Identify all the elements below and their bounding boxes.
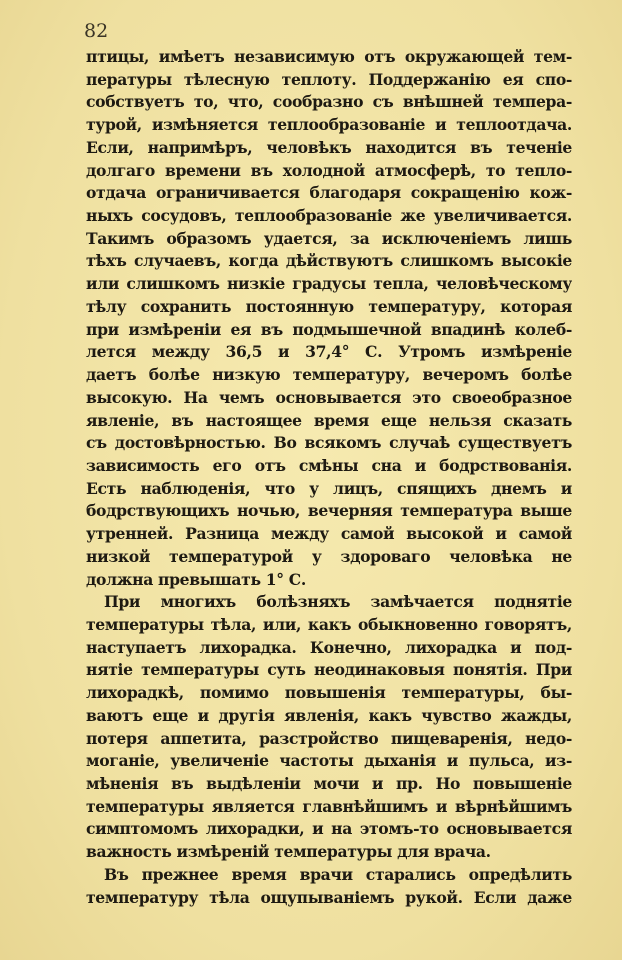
- text-line: утренней. Разница между самой высокой и самой: [86, 524, 572, 544]
- text-line: явленіе, въ настоящее время еще нельзя сказать: [86, 410, 572, 430]
- text-line: симптомомъ лихорадки, и на этомъ-то основывается: [86, 819, 572, 839]
- text-line: потеря аппетита, разстройство пищеваренія, недо-: [86, 728, 572, 748]
- text-line: важность измѣреній температуры для врача.: [86, 842, 491, 862]
- text-line: Въ прежнее время врачи старались опредѣлить: [104, 864, 572, 884]
- text-line: зависимость его отъ смѣны сна и бодрствованія.: [86, 455, 572, 475]
- text-line: высокую. На чемъ основывается это своеобразное: [86, 387, 572, 407]
- text-line: ныхъ сосудовъ, теплообразованіе же увеличивается.: [86, 206, 572, 226]
- text-line: температуры тѣла, или, какъ обыкновенно говорятъ,: [86, 614, 572, 634]
- text-line: собствуетъ то, что, сообразно съ внѣшней темпера-: [86, 92, 572, 112]
- text-line: должна превышать 1° С.: [86, 569, 306, 589]
- text-line: при измѣреніи ея въ подмышечной впадинѣ колеб-: [86, 319, 572, 339]
- text-line: съ достовѣрностью. Во всякомъ случаѣ существуетъ: [86, 433, 572, 453]
- text-line: При многихъ болѣзняхъ замѣчается поднятіе: [104, 592, 572, 612]
- text-line: долгаго времени въ холодной атмосферѣ, то тепло-: [86, 160, 572, 180]
- text-line: птицы, имѣетъ независимую отъ окружающей тем-: [86, 47, 572, 66]
- text-line: лихорадкѣ, помимо повышенія температуры, бы-: [86, 683, 572, 703]
- text-line: нятіе температуры суть неодинаковыя понятія. При: [86, 660, 572, 680]
- text-line: низкой температурой у здороваго человѣка не: [86, 546, 572, 566]
- text-line: Если, напримѣръ, человѣкъ находится въ теченіе: [86, 137, 572, 157]
- page-number: 82: [84, 20, 109, 42]
- text-line: даетъ болѣе низкую температуру, вечеромъ болѣе: [86, 365, 572, 385]
- text-line: турой, измѣняется теплообразованіе и теплоотдача.: [86, 115, 572, 135]
- text-line: тѣлу сохранить постоянную температуру, которая: [86, 296, 572, 316]
- paragraph-2: [86, 591, 572, 864]
- text-line: тѣхъ случаевъ, когда дѣйствуютъ слишкомъ высокіе: [86, 251, 572, 271]
- text-line: или слишкомъ низкіе градусы тепла, человѣческому: [86, 274, 572, 294]
- text-line: бодрствующихъ ночью, вечерняя температура выше: [86, 501, 572, 521]
- text-line: температуру тѣла ощупываніемъ рукой. Если даже: [86, 887, 572, 907]
- text-line: отдача ограничивается благодаря сокращенію кож-: [86, 183, 572, 203]
- paragraph-1: [86, 46, 572, 591]
- text-line: ваютъ еще и другія явленія, какъ чувство жажды,: [86, 705, 572, 725]
- body-text: [86, 46, 572, 909]
- text-line: Такимъ образомъ удается, за исключеніемъ лишь: [86, 228, 572, 248]
- text-line: пературы тѣлесную теплоту. Поддержанію ея спо-: [86, 69, 572, 89]
- text-line: моганіе, увеличеніе частоты дыханія и пульса, из-: [86, 751, 572, 771]
- text-line: лется между 36,5 и 37,4° С. Утромъ измѣреніе: [86, 342, 572, 362]
- text-line: Есть наблюденія, что у лицъ, спящихъ днемъ и: [86, 478, 572, 498]
- text-line: наступаетъ лихорадка. Конечно, лихорадка и под-: [86, 637, 572, 657]
- paragraph-3: [86, 864, 572, 909]
- text-line: температуры является главнѣйшимъ и вѣрнѣйшимъ: [86, 796, 572, 816]
- text-line: мѣненія въ выдѣленіи мочи и пр. Но повышеніе: [86, 774, 572, 793]
